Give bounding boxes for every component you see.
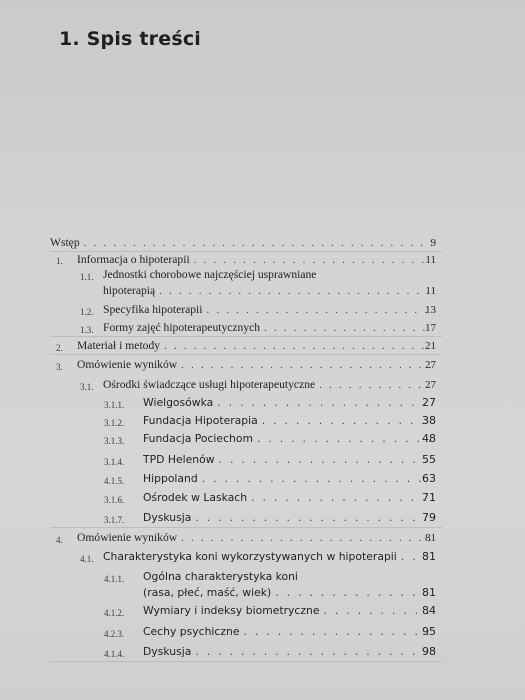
toc-entry xyxy=(77,531,436,545)
toc-entry xyxy=(77,253,436,267)
toc-entry-continuation xyxy=(103,284,436,298)
toc-entry xyxy=(77,358,436,372)
toc-entry xyxy=(143,604,436,618)
toc-label-continued: hipoterapią xyxy=(103,284,156,297)
toc-entry xyxy=(143,453,436,467)
toc-leader xyxy=(84,236,432,250)
toc-entry xyxy=(103,378,436,392)
toc-label: Ogólna charakterystyka koni xyxy=(143,570,298,583)
toc-leader xyxy=(206,303,432,317)
toc-page: 79 xyxy=(422,511,436,524)
toc-number: 3.1.7. xyxy=(104,515,125,525)
page-title: 1. Spis treści xyxy=(59,28,201,50)
toc-entry xyxy=(143,414,436,428)
toc-label: Formy zajęć hipoterapeutycznych xyxy=(103,321,261,334)
toc-label: Ośrodek w Laskach xyxy=(143,491,248,504)
divider xyxy=(50,336,442,337)
toc-label: Wymiary i indeksy biometryczne xyxy=(143,604,320,617)
toc-page: 63 xyxy=(422,472,436,485)
toc-leader xyxy=(181,531,432,545)
toc-page: 27 xyxy=(422,396,436,409)
toc-leader xyxy=(164,339,432,353)
toc-leader xyxy=(202,472,432,486)
divider xyxy=(50,354,442,355)
toc-number: 4.1.5. xyxy=(104,476,125,486)
toc-label: Wielgosówka xyxy=(143,396,214,409)
toc-leader xyxy=(219,453,432,467)
toc-number: 4.1. xyxy=(80,554,94,564)
toc-entry xyxy=(143,472,436,486)
toc-entry-continuation xyxy=(143,586,436,600)
toc-page: 71 xyxy=(422,491,436,504)
toc-number: 2. xyxy=(56,343,63,353)
toc-number: 3.1.4. xyxy=(104,457,125,467)
toc-leader xyxy=(181,358,432,372)
toc-label: Jednostki chorobowe najczęściej usprawniane xyxy=(103,268,317,281)
toc-page: 81 xyxy=(422,550,436,563)
toc-label-continued: (rasa, płeć, maść, wiek) xyxy=(143,586,272,599)
toc-label: Dyskusja xyxy=(143,645,192,658)
toc-leader xyxy=(159,284,432,298)
toc-number: 3.1. xyxy=(80,382,94,392)
toc-leader xyxy=(195,645,432,659)
toc-page: 17 xyxy=(425,322,436,334)
toc-leader xyxy=(195,511,432,525)
toc-entry xyxy=(103,303,436,317)
toc-page: 27 xyxy=(425,379,436,391)
toc-label: Ośrodki świadczące usługi hipoterapeutyczne xyxy=(103,378,316,391)
divider xyxy=(50,251,442,252)
toc-label: TPD Helenów xyxy=(143,453,215,466)
toc-entry xyxy=(143,432,436,446)
toc-label: Fundacja Hipoterapia xyxy=(143,414,258,427)
toc-entry xyxy=(50,236,436,250)
toc-page: 11 xyxy=(425,285,436,297)
toc-number: 4.1.1. xyxy=(104,574,125,584)
divider xyxy=(50,661,442,662)
toc-page: 11 xyxy=(425,254,436,266)
toc-page: 21 xyxy=(425,340,436,352)
toc-entry xyxy=(143,570,436,584)
toc-page: 9 xyxy=(430,237,436,249)
toc-number: 1.3. xyxy=(80,325,94,335)
toc-label: Materiał i metody xyxy=(77,339,161,352)
toc-entry xyxy=(143,396,436,410)
toc-number: 4.1.4. xyxy=(104,649,125,659)
toc-entry xyxy=(77,339,436,353)
toc-entry xyxy=(143,645,436,659)
toc-entry xyxy=(103,268,436,282)
divider xyxy=(50,527,442,528)
toc-entry xyxy=(143,511,436,525)
toc-entry xyxy=(103,321,436,335)
toc-page: 84 xyxy=(422,604,436,617)
toc-label: Wstęp xyxy=(50,236,80,249)
toc-entry xyxy=(143,625,436,639)
toc-page: 38 xyxy=(422,414,436,427)
toc-page: 98 xyxy=(422,645,436,658)
toc-leader xyxy=(244,625,432,639)
toc-label: Hippoland xyxy=(143,472,198,485)
toc-page: 13 xyxy=(425,304,436,316)
toc-number: 4. xyxy=(56,535,63,545)
toc-number: 1. xyxy=(56,256,63,266)
toc-number: 4.1.2. xyxy=(104,608,125,618)
toc-number: 3.1.3. xyxy=(104,436,125,446)
toc-label: Informacja o hipoterapii xyxy=(77,253,190,266)
toc-label: Charakterystyka koni wykorzystywanych w hipoterapii xyxy=(103,550,397,563)
toc-page: 81 xyxy=(425,532,436,544)
toc-label: Specyfika hipoterapii xyxy=(103,303,203,316)
toc-number: 1.2. xyxy=(80,307,94,317)
toc-leader xyxy=(217,396,432,410)
toc-label: Omówienie wyników xyxy=(77,358,178,371)
toc-entry xyxy=(103,550,436,564)
toc-page: 48 xyxy=(422,432,436,445)
toc-label: Fundacja Pociechom xyxy=(143,432,253,445)
toc-page: 27 xyxy=(425,359,436,371)
toc-leader xyxy=(251,491,432,505)
toc-page: 55 xyxy=(422,453,436,466)
toc-number: 4.2.3. xyxy=(104,629,125,639)
toc-number: 3. xyxy=(56,362,63,372)
toc-leader xyxy=(194,253,432,267)
toc-label: Omówienie wyników xyxy=(77,531,178,544)
toc-number: 1.1. xyxy=(80,272,94,282)
toc-entry xyxy=(143,491,436,505)
toc-number: 3.1.1. xyxy=(104,400,125,410)
toc-label: Cechy psychiczne xyxy=(143,625,240,638)
toc-page: 95 xyxy=(422,625,436,638)
toc-number: 3.1.2. xyxy=(104,418,125,428)
toc-number: 3.1.6. xyxy=(104,495,125,505)
toc-page: 81 xyxy=(422,586,436,599)
toc-label: Dyskusja xyxy=(143,511,192,524)
